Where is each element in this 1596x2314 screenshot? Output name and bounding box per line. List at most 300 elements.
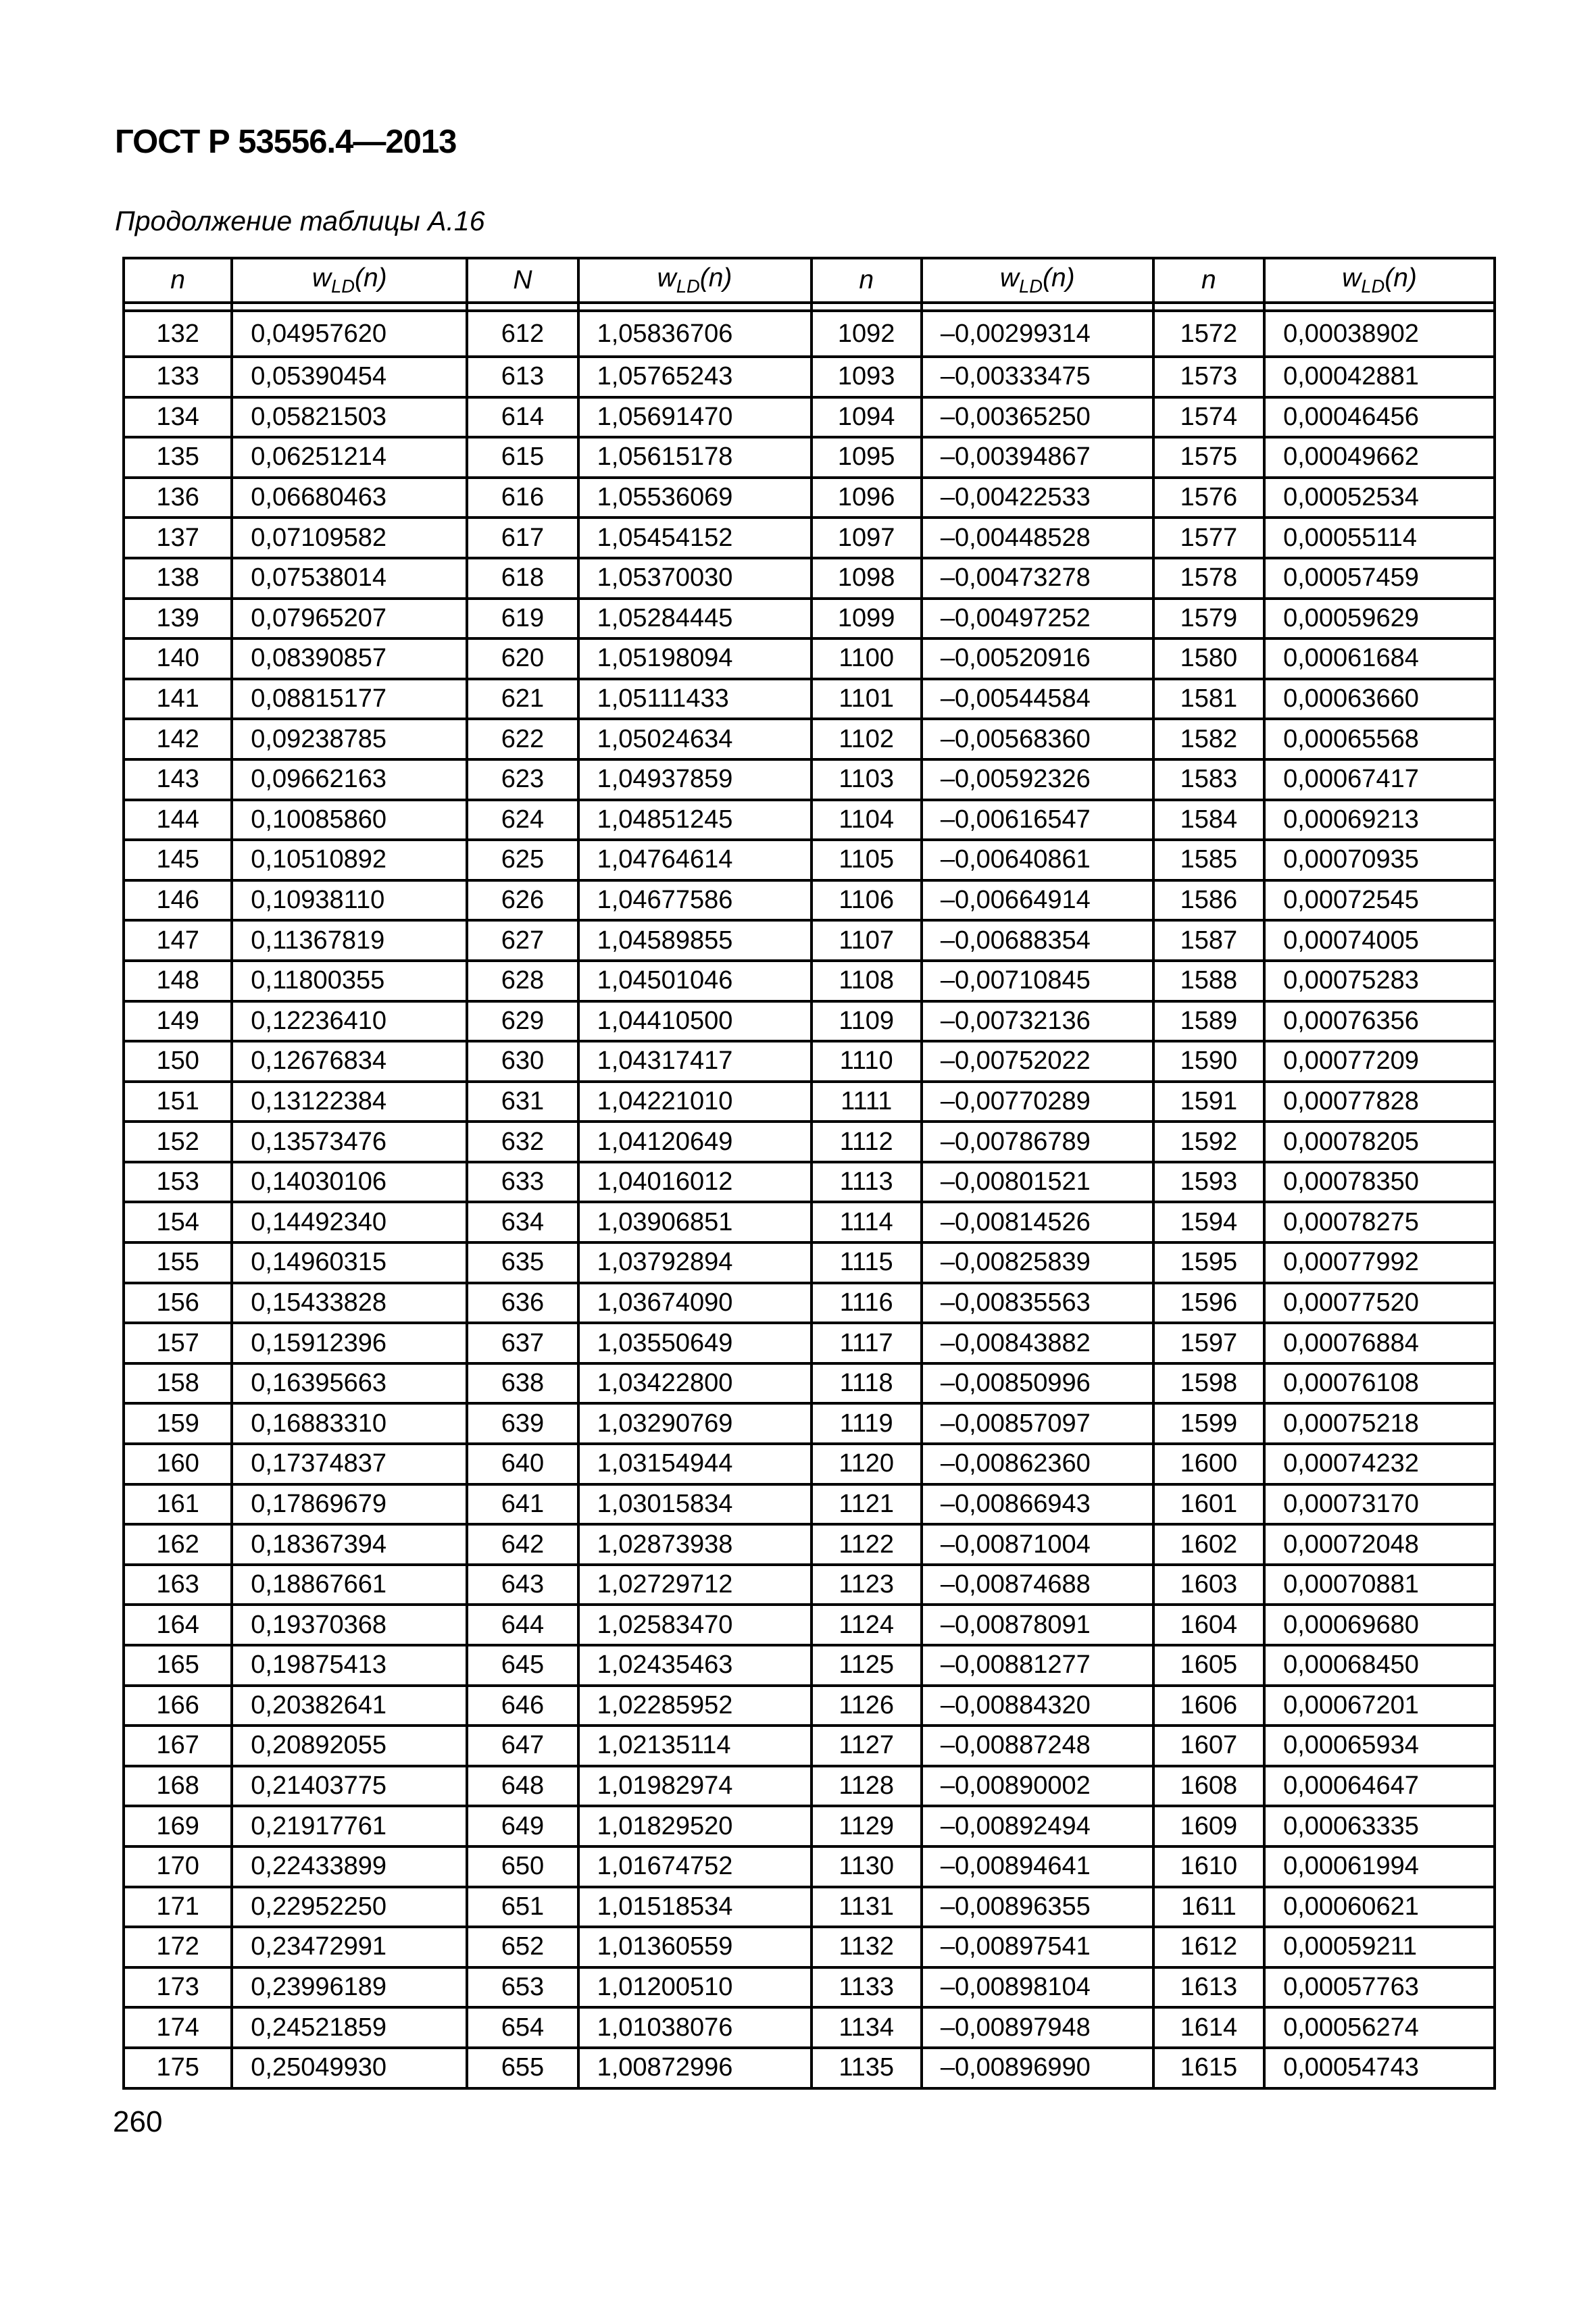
- cell-window-value: 0,00057763: [1264, 1967, 1495, 2008]
- cell-window-value: 0,00077992: [1264, 1242, 1495, 1283]
- cell-window-value: –0,00422533: [922, 478, 1153, 518]
- cell-window-value: 1,02583470: [578, 1605, 812, 1645]
- cell-window-value: –0,00616547: [922, 800, 1153, 840]
- cell-window-value: 0,14492340: [232, 1202, 467, 1242]
- cell-sample-index: 1610: [1153, 1846, 1264, 1887]
- cell-window-value: 0,20892055: [232, 1726, 467, 1766]
- table-row: [124, 1323, 1495, 1363]
- cell-window-value: 0,00076884: [1264, 1323, 1495, 1363]
- cell-sample-index: 632: [467, 1122, 578, 1162]
- cell-sample-index: 159: [124, 1403, 232, 1444]
- cell-sample-index: 1589: [1153, 1001, 1264, 1042]
- cell-sample-index: 1601: [1153, 1484, 1264, 1525]
- cell-sample-index: 1612: [1153, 1927, 1264, 1967]
- cell-sample-index: 1586: [1153, 880, 1264, 921]
- cell-sample-index: 1127: [812, 1726, 922, 1766]
- cell-window-value: –0,00473278: [922, 558, 1153, 599]
- cell-window-value: 1,05198094: [578, 638, 812, 679]
- cell-sample-index: 134: [124, 397, 232, 438]
- cell-sample-index: 625: [467, 840, 578, 880]
- cell-sample-index: 641: [467, 1484, 578, 1525]
- cell-sample-index: 1113: [812, 1162, 922, 1203]
- cell-window-value: 1,03290769: [578, 1403, 812, 1444]
- cell-sample-index: 136: [124, 478, 232, 518]
- cell-window-value: 0,00065934: [1264, 1726, 1495, 1766]
- cell-window-value: –0,00365250: [922, 397, 1153, 438]
- cell-window-value: 1,05111433: [578, 679, 812, 720]
- cell-window-value: 0,00075218: [1264, 1403, 1495, 1444]
- cell-window-value: 0,16883310: [232, 1403, 467, 1444]
- cell-window-value: –0,00890002: [922, 1766, 1153, 1807]
- cell-window-value: 0,15912396: [232, 1323, 467, 1363]
- cell-window-value: 0,00061684: [1264, 638, 1495, 679]
- cell-sample-index: 1598: [1153, 1363, 1264, 1404]
- cell-sample-index: 149: [124, 1001, 232, 1042]
- cell-window-value: 0,12676834: [232, 1041, 467, 1082]
- cell-window-value: –0,00862360: [922, 1444, 1153, 1484]
- cell-sample-index: 633: [467, 1162, 578, 1203]
- cell-sample-index: 1577: [1153, 518, 1264, 558]
- cell-window-value: 1,04937859: [578, 759, 812, 800]
- cell-window-value: –0,00299314: [922, 311, 1153, 357]
- cell-window-value: –0,00874688: [922, 1565, 1153, 1605]
- cell-window-value: 1,05765243: [578, 357, 812, 397]
- table-row: [124, 1444, 1495, 1484]
- cell-sample-index: 1613: [1153, 1967, 1264, 2008]
- cell-window-value: –0,00835563: [922, 1283, 1153, 1324]
- cell-sample-index: 1597: [1153, 1323, 1264, 1363]
- cell-sample-index: 1582: [1153, 719, 1264, 759]
- cell-window-value: 0,00078350: [1264, 1162, 1495, 1203]
- table-row: [124, 1806, 1495, 1846]
- page-title: ГОСТ Р 53556.4—2013: [115, 124, 457, 160]
- table-row: [124, 1645, 1495, 1686]
- cell-sample-index: 1591: [1153, 1082, 1264, 1122]
- cell-sample-index: 1123: [812, 1565, 922, 1605]
- cell-window-value: 1,03015834: [578, 1484, 812, 1525]
- cell-window-value: 0,00069213: [1264, 800, 1495, 840]
- table-row: [124, 397, 1495, 438]
- cell-sample-index: 133: [124, 357, 232, 397]
- cell-sample-index: 1101: [812, 679, 922, 720]
- cell-sample-index: 1575: [1153, 437, 1264, 478]
- cell-sample-index: 156: [124, 1283, 232, 1324]
- cell-window-value: 1,04317417: [578, 1041, 812, 1082]
- cell-window-value: 0,06680463: [232, 478, 467, 518]
- header-row: [124, 258, 1495, 303]
- cell-window-value: 0,09238785: [232, 719, 467, 759]
- table-row: [124, 1162, 1495, 1203]
- cell-sample-index: 168: [124, 1766, 232, 1807]
- cell-window-value: 0,00057459: [1264, 558, 1495, 599]
- cell-window-value: 0,12236410: [232, 1001, 467, 1042]
- cell-window-value: –0,00857097: [922, 1403, 1153, 1444]
- cell-sample-index: 637: [467, 1323, 578, 1363]
- cell-sample-index: 147: [124, 920, 232, 961]
- table-caption: Продолжение таблицы А.16: [115, 205, 485, 236]
- cell-sample-index: 616: [467, 478, 578, 518]
- cell-sample-index: 1095: [812, 437, 922, 478]
- cell-sample-index: 617: [467, 518, 578, 558]
- cell-sample-index: 164: [124, 1605, 232, 1645]
- cell-sample-index: 1609: [1153, 1806, 1264, 1846]
- rule-cell: [232, 303, 467, 311]
- cell-sample-index: 163: [124, 1565, 232, 1605]
- cell-sample-index: 1583: [1153, 759, 1264, 800]
- cell-sample-index: 622: [467, 719, 578, 759]
- cell-sample-index: 653: [467, 1967, 578, 2008]
- cell-window-value: 0,00061994: [1264, 1846, 1495, 1887]
- cell-sample-index: 1102: [812, 719, 922, 759]
- cell-window-value: –0,00897541: [922, 1927, 1153, 1967]
- cell-window-value: 0,07109582: [232, 518, 467, 558]
- cell-window-value: 0,07965207: [232, 599, 467, 639]
- cell-sample-index: 634: [467, 1202, 578, 1242]
- cell-window-value: –0,00896355: [922, 1887, 1153, 1928]
- cell-sample-index: 649: [467, 1806, 578, 1846]
- cell-sample-index: 1128: [812, 1766, 922, 1807]
- cell-window-value: 1,03906851: [578, 1202, 812, 1242]
- column-header: $w_{LD}(n)$: [1264, 258, 1495, 303]
- cell-window-value: –0,00770289: [922, 1082, 1153, 1122]
- cell-window-value: 0,05390454: [232, 357, 467, 397]
- cell-sample-index: 1097: [812, 518, 922, 558]
- cell-window-value: 1,04501046: [578, 961, 812, 1001]
- cell-window-value: 0,00067201: [1264, 1686, 1495, 1726]
- cell-window-value: –0,00688354: [922, 920, 1153, 961]
- cell-window-value: 0,00042881: [1264, 357, 1495, 397]
- cell-sample-index: 1120: [812, 1444, 922, 1484]
- table-row: [124, 1887, 1495, 1928]
- table-row: [124, 1363, 1495, 1404]
- cell-window-value: –0,00843882: [922, 1323, 1153, 1363]
- cell-sample-index: 624: [467, 800, 578, 840]
- cell-window-value: 1,05454152: [578, 518, 812, 558]
- cell-sample-index: 631: [467, 1082, 578, 1122]
- cell-window-value: 1,01038076: [578, 2007, 812, 2048]
- table-row: [124, 518, 1495, 558]
- cell-window-value: 0,00055114: [1264, 518, 1495, 558]
- cell-sample-index: 162: [124, 1524, 232, 1565]
- cell-sample-index: 157: [124, 1323, 232, 1363]
- cell-window-value: 0,00038902: [1264, 311, 1495, 357]
- cell-sample-index: 145: [124, 840, 232, 880]
- cell-sample-index: 1096: [812, 478, 922, 518]
- cell-window-value: 0,19875413: [232, 1645, 467, 1686]
- cell-window-value: 1,05284445: [578, 599, 812, 639]
- cell-sample-index: 651: [467, 1887, 578, 1928]
- cell-window-value: –0,00710845: [922, 961, 1153, 1001]
- cell-sample-index: 1572: [1153, 311, 1264, 357]
- cell-window-value: –0,00892494: [922, 1806, 1153, 1846]
- cell-sample-index: 1573: [1153, 357, 1264, 397]
- cell-sample-index: 151: [124, 1082, 232, 1122]
- cell-window-value: 0,10085860: [232, 800, 467, 840]
- table-row: [124, 961, 1495, 1001]
- cell-window-value: 0,16395663: [232, 1363, 467, 1404]
- cell-window-value: –0,00786789: [922, 1122, 1153, 1162]
- cell-sample-index: 146: [124, 880, 232, 921]
- cell-window-value: 1,02729712: [578, 1565, 812, 1605]
- cell-sample-index: 170: [124, 1846, 232, 1887]
- cell-window-value: 0,11800355: [232, 961, 467, 1001]
- cell-window-value: 0,21917761: [232, 1806, 467, 1846]
- cell-sample-index: 1106: [812, 880, 922, 921]
- cell-sample-index: 1105: [812, 840, 922, 880]
- cell-window-value: 0,00052534: [1264, 478, 1495, 518]
- cell-sample-index: 614: [467, 397, 578, 438]
- cell-window-value: –0,00884320: [922, 1686, 1153, 1726]
- table-row: [124, 1484, 1495, 1525]
- cell-sample-index: 135: [124, 437, 232, 478]
- cell-sample-index: 161: [124, 1484, 232, 1525]
- cell-sample-index: 171: [124, 1887, 232, 1928]
- cell-sample-index: 650: [467, 1846, 578, 1887]
- cell-sample-index: 1110: [812, 1041, 922, 1082]
- cell-window-value: 0,15433828: [232, 1283, 467, 1324]
- cell-window-value: 0,20382641: [232, 1686, 467, 1726]
- cell-sample-index: 138: [124, 558, 232, 599]
- cell-window-value: 0,18867661: [232, 1565, 467, 1605]
- cell-window-value: 0,00075283: [1264, 961, 1495, 1001]
- table-row: [124, 840, 1495, 880]
- column-header: n: [1153, 258, 1264, 303]
- cell-sample-index: 621: [467, 679, 578, 720]
- cell-sample-index: 158: [124, 1363, 232, 1404]
- cell-sample-index: 1104: [812, 800, 922, 840]
- cell-sample-index: 1607: [1153, 1726, 1264, 1766]
- cell-sample-index: 1600: [1153, 1444, 1264, 1484]
- cell-window-value: 0,24521859: [232, 2007, 467, 2048]
- cell-sample-index: 1115: [812, 1242, 922, 1283]
- cell-window-value: –0,00544584: [922, 679, 1153, 720]
- table-row: [124, 1565, 1495, 1605]
- table-row: [124, 2048, 1495, 2088]
- cell-sample-index: 635: [467, 1242, 578, 1283]
- cell-window-value: 0,00064647: [1264, 1766, 1495, 1807]
- cell-sample-index: 172: [124, 1927, 232, 1967]
- cell-sample-index: 1611: [1153, 1887, 1264, 1928]
- cell-window-value: 0,13573476: [232, 1122, 467, 1162]
- table-row: [124, 558, 1495, 599]
- column-header: n: [124, 258, 232, 303]
- table-row: [124, 1041, 1495, 1082]
- table-row: [124, 1927, 1495, 1967]
- cell-window-value: 0,00073170: [1264, 1484, 1495, 1525]
- cell-sample-index: 639: [467, 1403, 578, 1444]
- cell-sample-index: 628: [467, 961, 578, 1001]
- cell-sample-index: 648: [467, 1766, 578, 1807]
- table-row: [124, 719, 1495, 759]
- table-row: [124, 759, 1495, 800]
- cell-sample-index: 1092: [812, 311, 922, 357]
- cell-sample-index: 1118: [812, 1363, 922, 1404]
- cell-window-value: 0,07538014: [232, 558, 467, 599]
- column-header: $w_{LD}(n)$: [232, 258, 467, 303]
- cell-sample-index: 629: [467, 1001, 578, 1042]
- cell-sample-index: 1121: [812, 1484, 922, 1525]
- cell-window-value: 0,23996189: [232, 1967, 467, 2008]
- cell-window-value: –0,00850996: [922, 1363, 1153, 1404]
- cell-sample-index: 1129: [812, 1806, 922, 1846]
- cell-sample-index: 630: [467, 1041, 578, 1082]
- cell-window-value: 1,05024634: [578, 719, 812, 759]
- cell-sample-index: 1604: [1153, 1605, 1264, 1645]
- table-row: [124, 1766, 1495, 1807]
- cell-window-value: –0,00814526: [922, 1202, 1153, 1242]
- table-row: [124, 1242, 1495, 1283]
- table-row: [124, 800, 1495, 840]
- rule-cell: [1264, 303, 1495, 311]
- cell-window-value: 0,19370368: [232, 1605, 467, 1645]
- table-header: [124, 258, 1495, 311]
- cell-window-value: 0,00046456: [1264, 397, 1495, 438]
- cell-sample-index: 1603: [1153, 1565, 1264, 1605]
- cell-sample-index: 642: [467, 1524, 578, 1565]
- data-table: [122, 257, 1496, 2090]
- table-row: [124, 1846, 1495, 1887]
- cell-sample-index: 1094: [812, 397, 922, 438]
- column-header: N: [467, 258, 578, 303]
- cell-window-value: 1,05536069: [578, 478, 812, 518]
- cell-sample-index: 160: [124, 1444, 232, 1484]
- cell-sample-index: 1130: [812, 1846, 922, 1887]
- table-row: [124, 1524, 1495, 1565]
- table-row: [124, 1001, 1495, 1042]
- cell-sample-index: 1584: [1153, 800, 1264, 840]
- cell-window-value: 0,13122384: [232, 1082, 467, 1122]
- rule-cell: [812, 303, 922, 311]
- cell-sample-index: 1133: [812, 1967, 922, 2008]
- cell-window-value: 1,04764614: [578, 840, 812, 880]
- cell-window-value: –0,00448528: [922, 518, 1153, 558]
- cell-window-value: 1,03154944: [578, 1444, 812, 1484]
- table-row: [124, 2007, 1495, 2048]
- cell-window-value: 0,00078275: [1264, 1202, 1495, 1242]
- cell-window-value: –0,00333475: [922, 357, 1153, 397]
- cell-sample-index: 148: [124, 961, 232, 1001]
- cell-sample-index: 1107: [812, 920, 922, 961]
- cell-window-value: 0,00077520: [1264, 1283, 1495, 1324]
- cell-window-value: 0,00076108: [1264, 1363, 1495, 1404]
- cell-window-value: 1,01982974: [578, 1766, 812, 1807]
- cell-sample-index: 618: [467, 558, 578, 599]
- cell-sample-index: 1119: [812, 1403, 922, 1444]
- cell-window-value: 0,00070935: [1264, 840, 1495, 880]
- cell-sample-index: 636: [467, 1283, 578, 1324]
- cell-window-value: 0,00069680: [1264, 1605, 1495, 1645]
- cell-window-value: –0,00394867: [922, 437, 1153, 478]
- cell-sample-index: 1098: [812, 558, 922, 599]
- cell-sample-index: 646: [467, 1686, 578, 1726]
- cell-sample-index: 1093: [812, 357, 922, 397]
- cell-sample-index: 1112: [812, 1122, 922, 1162]
- cell-sample-index: 139: [124, 599, 232, 639]
- cell-sample-index: 137: [124, 518, 232, 558]
- table-row: [124, 478, 1495, 518]
- table-row: [124, 357, 1495, 397]
- cell-sample-index: 1615: [1153, 2048, 1264, 2088]
- cell-window-value: 0,00074005: [1264, 920, 1495, 961]
- cell-window-value: 1,04410500: [578, 1001, 812, 1042]
- cell-sample-index: 1124: [812, 1605, 922, 1645]
- cell-window-value: 1,03550649: [578, 1323, 812, 1363]
- cell-window-value: 0,00072048: [1264, 1524, 1495, 1565]
- cell-sample-index: 654: [467, 2007, 578, 2048]
- cell-window-value: –0,00896990: [922, 2048, 1153, 2088]
- cell-window-value: 0,00068450: [1264, 1645, 1495, 1686]
- cell-window-value: 1,03674090: [578, 1283, 812, 1324]
- cell-window-value: 0,14960315: [232, 1242, 467, 1283]
- cell-window-value: 1,05836706: [578, 311, 812, 357]
- cell-window-value: –0,00881277: [922, 1645, 1153, 1686]
- double-rule-row: [124, 303, 1495, 311]
- rule-cell: [1153, 303, 1264, 311]
- cell-window-value: 0,00076356: [1264, 1001, 1495, 1042]
- cell-sample-index: 132: [124, 311, 232, 357]
- cell-window-value: 0,09662163: [232, 759, 467, 800]
- table-row: [124, 1082, 1495, 1122]
- cell-window-value: 0,22952250: [232, 1887, 467, 1928]
- cell-window-value: 1,02135114: [578, 1726, 812, 1766]
- table-row: [124, 1605, 1495, 1645]
- cell-window-value: 0,00074232: [1264, 1444, 1495, 1484]
- cell-sample-index: 1596: [1153, 1283, 1264, 1324]
- cell-sample-index: 153: [124, 1162, 232, 1203]
- cell-sample-index: 615: [467, 437, 578, 478]
- cell-sample-index: 1606: [1153, 1686, 1264, 1726]
- cell-sample-index: 142: [124, 719, 232, 759]
- cell-window-value: 0,00067417: [1264, 759, 1495, 800]
- cell-sample-index: 166: [124, 1686, 232, 1726]
- cell-window-value: 0,18367394: [232, 1524, 467, 1565]
- cell-sample-index: 1134: [812, 2007, 922, 2048]
- cell-window-value: 1,05615178: [578, 437, 812, 478]
- cell-window-value: –0,00801521: [922, 1162, 1153, 1203]
- cell-window-value: 0,10938110: [232, 880, 467, 921]
- cell-window-value: –0,00825839: [922, 1242, 1153, 1283]
- cell-window-value: –0,00871004: [922, 1524, 1153, 1565]
- cell-window-value: 0,00060621: [1264, 1887, 1495, 1928]
- cell-sample-index: 174: [124, 2007, 232, 2048]
- cell-sample-index: 1594: [1153, 1202, 1264, 1242]
- cell-sample-index: 643: [467, 1565, 578, 1605]
- cell-sample-index: 1592: [1153, 1122, 1264, 1162]
- cell-window-value: 1,05691470: [578, 397, 812, 438]
- cell-sample-index: 1576: [1153, 478, 1264, 518]
- cell-window-value: 0,08390857: [232, 638, 467, 679]
- cell-window-value: 1,01200510: [578, 1967, 812, 2008]
- cell-sample-index: 647: [467, 1726, 578, 1766]
- cell-window-value: 0,17869679: [232, 1484, 467, 1525]
- cell-sample-index: 1109: [812, 1001, 922, 1042]
- cell-sample-index: 1580: [1153, 638, 1264, 679]
- table-row: [124, 1122, 1495, 1162]
- cell-window-value: 1,02435463: [578, 1645, 812, 1686]
- cell-window-value: 0,00056274: [1264, 2007, 1495, 2048]
- table-row: [124, 1967, 1495, 2008]
- cell-sample-index: 619: [467, 599, 578, 639]
- cell-sample-index: 173: [124, 1967, 232, 2008]
- cell-sample-index: 623: [467, 759, 578, 800]
- cell-sample-index: 644: [467, 1605, 578, 1645]
- cell-sample-index: 1585: [1153, 840, 1264, 880]
- cell-window-value: 1,02285952: [578, 1686, 812, 1726]
- cell-window-value: 1,05370030: [578, 558, 812, 599]
- cell-window-value: 0,08815177: [232, 679, 467, 720]
- cell-window-value: –0,00897948: [922, 2007, 1153, 2048]
- cell-sample-index: 144: [124, 800, 232, 840]
